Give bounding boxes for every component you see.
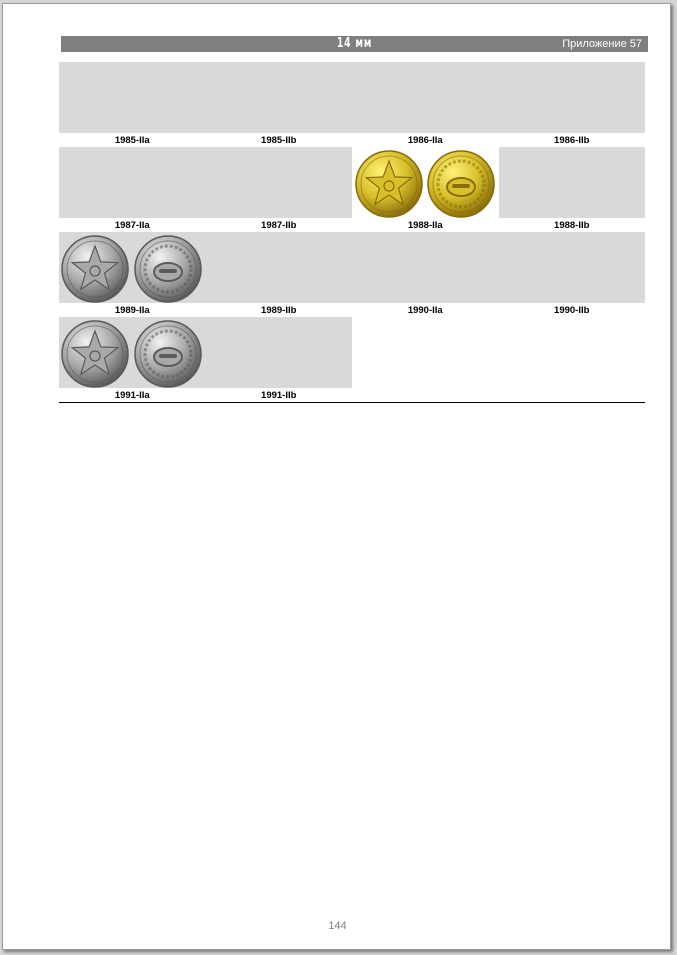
image-placeholder (499, 232, 646, 303)
variant-label: 1985-IIb (261, 135, 297, 146)
variant-label: 1986-IIb (554, 135, 590, 146)
image-placeholder (352, 62, 499, 133)
catalog-row (59, 147, 645, 232)
image-placeholder (352, 232, 499, 303)
variant-label (352, 389, 499, 402)
variant-label: 1991-IIa (114, 390, 150, 401)
catalog-cell (352, 317, 499, 402)
variant-label: 1990-IIb (554, 305, 590, 316)
section-title: 14 мм (336, 36, 373, 51)
image-placeholder (499, 62, 646, 133)
button-reverse-icon (133, 234, 203, 304)
catalog-cell (352, 62, 499, 147)
catalog-row (59, 62, 645, 147)
catalog-cell (59, 62, 206, 147)
catalog-row (59, 232, 645, 317)
button-reverse-icon (133, 319, 203, 389)
catalog-cell (206, 62, 353, 147)
catalog-row (59, 317, 645, 402)
catalog-cell (206, 147, 353, 232)
catalog-cell (59, 232, 206, 317)
variant-label: 1987-IIb (261, 220, 297, 231)
catalog-cell (206, 232, 353, 317)
catalog-cell (499, 147, 646, 232)
variant-label: 1991-IIb (261, 390, 297, 401)
variant-label: 1988-IIb (554, 220, 590, 231)
variant-label: 1988-IIa (407, 220, 443, 231)
variant-label (499, 389, 646, 402)
page-number: 144 (328, 920, 347, 932)
image-placeholder (59, 62, 206, 133)
variant-label: 1989-IIa (114, 305, 150, 316)
image-placeholder (206, 62, 353, 133)
button-reverse-icon (426, 149, 496, 219)
button-obverse-icon (354, 149, 424, 219)
variant-label: 1990-IIa (407, 305, 443, 316)
catalog-cell (59, 317, 206, 402)
image-placeholder (206, 317, 353, 388)
button-obverse-icon (60, 234, 130, 304)
image-placeholder (59, 147, 206, 218)
table-bottom-rule (59, 402, 645, 403)
variant-label: 1985-IIa (114, 135, 150, 146)
appendix-label: Приложение 57 (562, 38, 642, 50)
catalog-cell (352, 232, 499, 317)
image-placeholder (206, 232, 353, 303)
catalog-cell (499, 232, 646, 317)
catalog-cell (499, 317, 646, 402)
variant-label: 1989-IIb (261, 305, 297, 316)
variant-label: 1986-IIa (407, 135, 443, 146)
catalog-cell (352, 147, 499, 232)
catalog-cell (206, 317, 353, 402)
page-header (61, 36, 648, 52)
variant-label: 1987-IIa (114, 220, 150, 231)
image-placeholder (499, 147, 646, 218)
catalog-cell (59, 147, 206, 232)
catalog-cell (499, 62, 646, 147)
button-obverse-icon (60, 319, 130, 389)
image-placeholder (206, 147, 353, 218)
button-catalog-grid (59, 62, 645, 402)
